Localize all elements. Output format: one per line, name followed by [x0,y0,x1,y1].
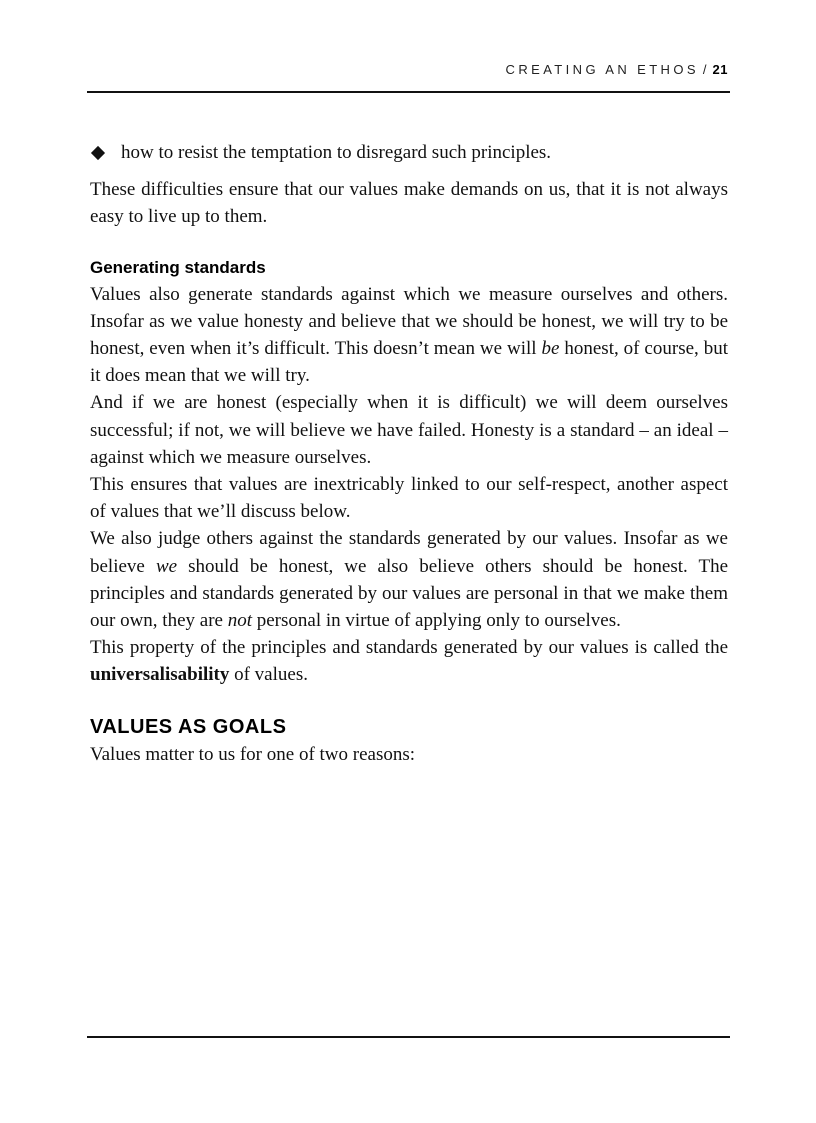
bold-term: universalisability [90,664,230,686]
header-rule [87,91,730,93]
paragraph-text: Values also generate standards against which we measure ourselves and others. Insofar as we value honesty and believe that we should be honest, we will try to be honest, even when it’s difficult. This doesn’t mean we will [90,283,728,360]
bullet-list-item [90,139,728,166]
paragraph-standards-1 [90,281,728,390]
paragraph-universalisability [90,634,728,688]
subheading-generating-standards: Generating standards [90,257,266,277]
paragraph-text: We also judge others against the standards generated by our values. Insofar as we believe [90,528,728,577]
diamond-bullet-icon [91,146,105,160]
footer-rule [87,1036,730,1038]
bullet-text: how to resist the temptation to disregard such principles. [121,142,552,163]
paragraph-text: of values. [229,664,308,686]
header-separator: / [702,62,707,77]
page-number: 21 [712,62,728,77]
paragraph-judging-others [90,525,728,634]
running-title: CREATING AN ETHOS [505,62,699,77]
paragraph-text: honest, of course, but it does mean that we will try. [90,338,728,387]
paragraph-text: should be honest, we also believe others should be honest. The principles and standards generated by our values are personal in that we make them our own, they are [90,555,729,632]
paragraph-standards-3: This ensures that values are inextricably linked to our self-respect, another aspect of values that we’ll discuss below. [90,474,728,523]
emphasis-text: we [155,555,178,577]
section-heading-values-as-goals: VALUES AS GOALS [90,715,287,738]
page-body [90,139,728,768]
emphasis-text: be [541,338,560,360]
paragraph-standards-2: And if we are honest (especially when it is difficult) we will deem ourselves successful; if not, we will believe we have failed. Honesty is a standard – an ideal – against which we measure ourselves. [90,392,728,468]
paragraph-text: personal in virtue of applying only to ourselves. [252,610,621,632]
paragraph-text: This property of the principles and standards generated by our values is called the [90,637,728,659]
paragraph-goals: Values matter to us for one of two reasons: [90,743,416,765]
running-header [88,62,728,77]
emphasis-text: not [227,610,252,632]
paragraph-difficulties: These difficulties ensure that our values make demands on us, that it is not always easy to live up to them. [90,179,728,228]
